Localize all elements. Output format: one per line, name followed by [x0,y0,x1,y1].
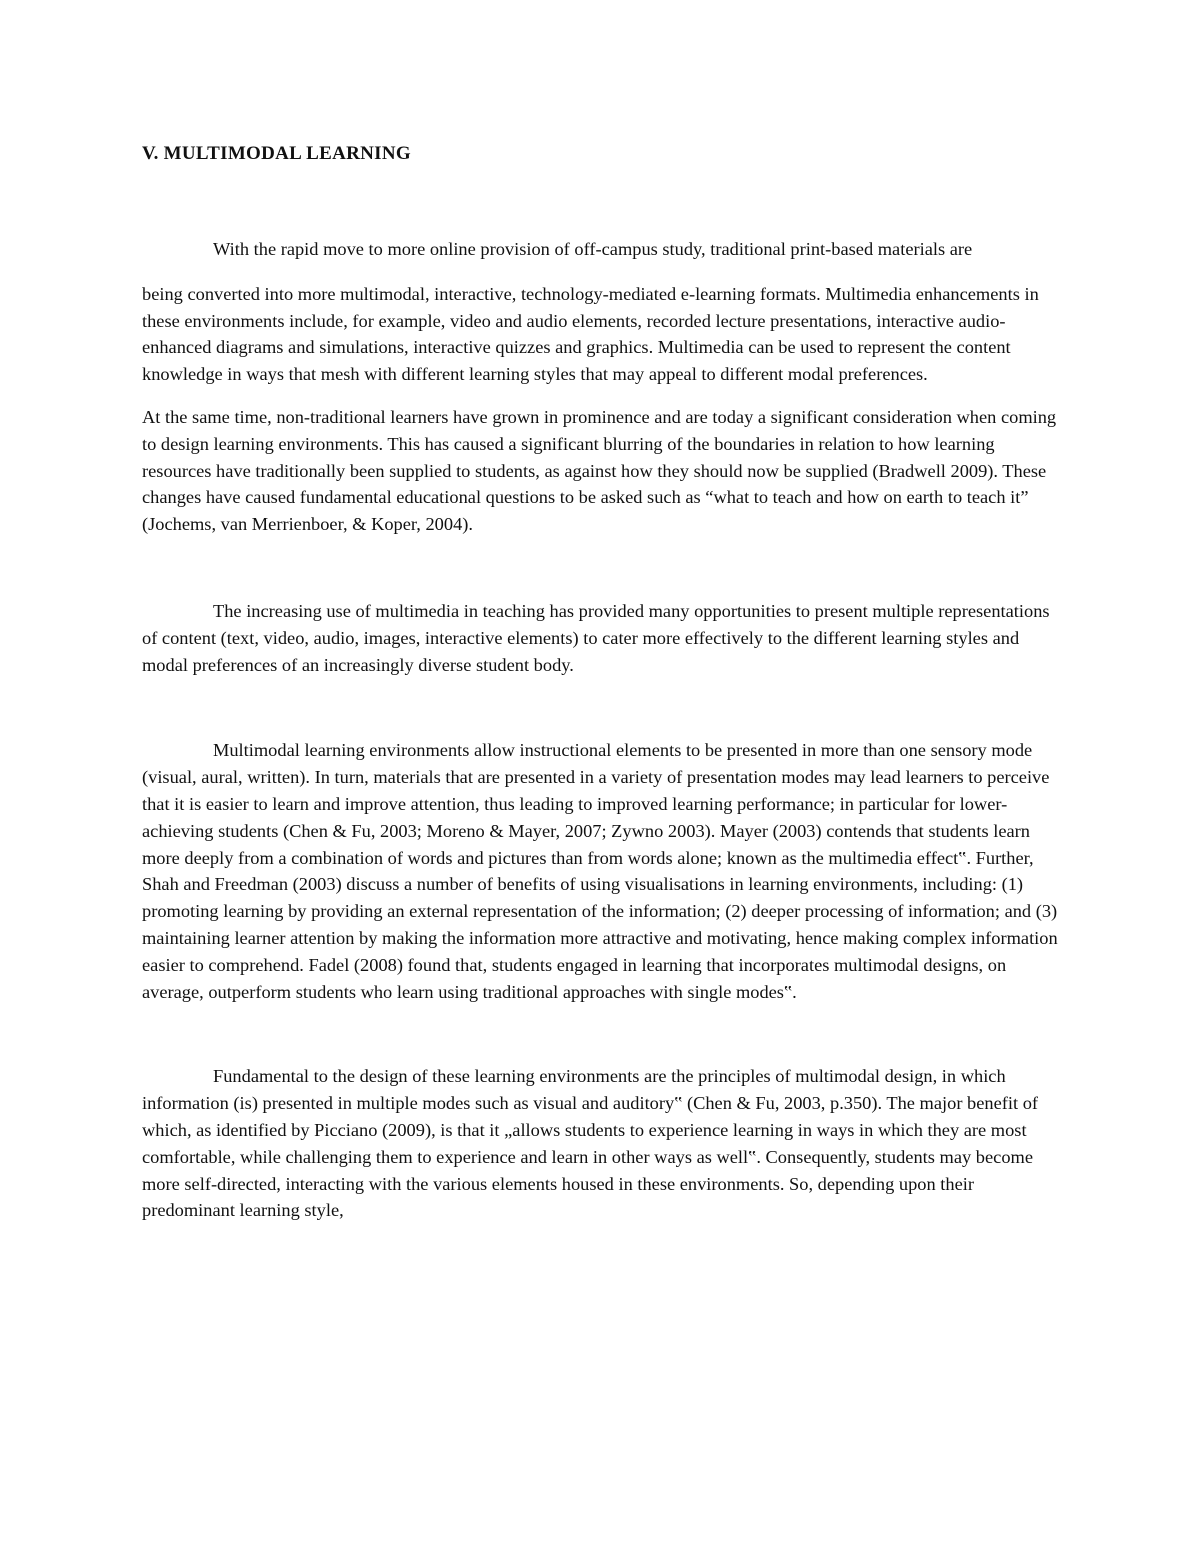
paragraph-multimedia-teaching: The increasing use of multimedia in teaching has provided many opportunities to present multiple representations of content (text, video, audio, images, interactive elements) to cater more effectively to the different learning styles and modal preferences of an increasingly diverse student body. [142,600,1050,675]
paragraph-intro: With the rapid move to more online provision of off-campus study, traditional print-based materials are [213,239,973,259]
paragraph-non-traditional-learners: At the same time, non-traditional learners have grown in prominence and are today a significant consideration when coming to design learning environments. This has caused a significant blurring of the boundaries in relation to how learning resources have traditionally been supplied to students, as against how they should now be supplied (Bradwell 2009). These changes have caused fundamental educational questions to be asked such as “what to teach and how on earth to teach it” (Jochems, van Merrienboer, & Koper, 2004). [142,406,1057,535]
document-body [142,142,1058,1224]
paragraph-multimodal-design: Fundamental to the design of these learning environments are the principles of multimodal design, in which information (is) presented in multiple modes such as visual and auditory‟ (Chen & Fu, 2003, p.350). The major benefit of which, as identified by Picciano (2009), is that it „allows students to experience learning in ways in which they are most comfortable, while challenging them to experience and learn in other ways as well‟. Consequently, students may become more self-directed, interacting with the various elements housed in these environments. So, depending upon their predominant learning style, [142,1066,1039,1221]
section-heading: V. MULTIMODAL LEARNING [142,143,411,164]
paragraph-multimedia-enhancements: being converted into more multimodal, interactive, technology-mediated e-learning formats. Multimedia enhancements in these environments include, for example, video and audio elements, recorded lecture presentations, interactive audio-enhanced diagrams and simulations, interactive quizzes and graphics. Multimedia can be used to represent the content knowledge in ways that mesh with different learning styles that may appeal to different modal preferences. [142,283,1039,385]
paragraph-multimodal-environments: Multimodal learning environments allow instructional elements to be presented in more than one sensory mode (visual, aural, written). In turn, materials that are presented in a variety of presentation modes may lead learners to perceive that it is easier to learn and improve attention, thus leading to improved learning performance; in particular for lower-achieving students (Chen & Fu, 2003; Moreno & Mayer, 2007; Zywno 2003). Mayer (2003) contends that students learn more deeply from a combination of words and pictures than from words alone; known as the multimedia effect‟. Further, Shah and Freedman (2003) discuss a number of benefits of using visualisations in learning environments, including: (1) promoting learning by providing an external representation of the information; (2) deeper processing of information; and (3) maintaining learner attention by making the information more attractive and motivating, hence making complex information easier to comprehend. Fadel (2008) found that, students engaged in learning that incorporates multimodal designs, on average, outperform students who learn using traditional approaches with single modes‟. [142,740,1058,1002]
